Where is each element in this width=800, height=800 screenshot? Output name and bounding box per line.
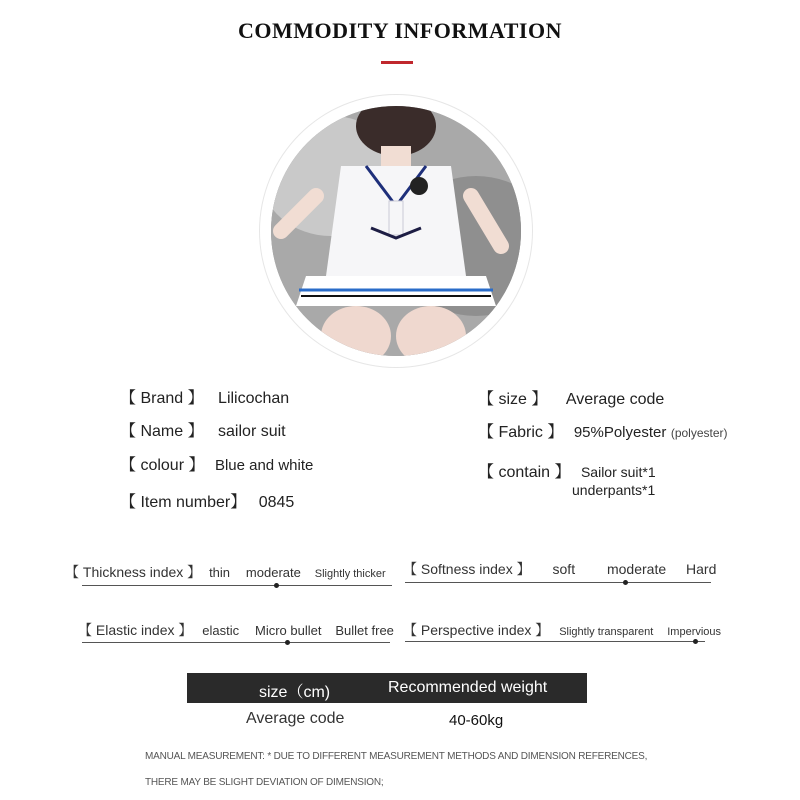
softness-selected-dot: [623, 580, 628, 585]
product-photo: [271, 106, 521, 356]
spec-name-label: 【 Name 】: [120, 423, 204, 440]
elastic-index-label: 【 Elastic index 】: [78, 622, 193, 638]
thickness-option-moderate: moderate: [245, 565, 301, 580]
spec-brand: [120, 385, 289, 408]
spec-brand-value: Lilicochan: [218, 390, 290, 407]
softness-option-moderate: moderate: [606, 561, 667, 577]
thickness-index: [65, 562, 386, 582]
spec-contain-line1: Sailor suit*1: [580, 464, 656, 480]
spec-colour-value: Blue and white: [214, 457, 314, 474]
size-table-cell-size: Average code: [246, 710, 345, 727]
thickness-selected-dot: [274, 583, 279, 588]
thickness-index-label: 【 Thickness index 】: [65, 564, 202, 580]
spec-name: [120, 418, 286, 441]
perspective-selected-dot: [693, 639, 698, 644]
spec-fabric-label: 【 Fabric 】: [478, 424, 564, 441]
softness-option-soft: soft: [552, 561, 576, 577]
size-table-header-weight: Recommended weight: [388, 679, 548, 696]
spec-contain: [478, 459, 656, 482]
softness-index: [403, 559, 716, 579]
spec-brand-label: 【 Brand 】: [120, 390, 204, 407]
size-table-cell-weight: 40-60kg: [449, 712, 504, 729]
softness-option-hard: Hard: [686, 561, 717, 577]
size-table-row: [187, 709, 587, 733]
spec-fabric-note: (polyester): [670, 426, 728, 440]
size-table-header: [187, 673, 587, 703]
perspective-index: [403, 620, 721, 640]
spec-item-number-value: 0845: [258, 494, 295, 511]
spec-size: [478, 386, 664, 409]
spec-contain-label: 【 contain 】: [478, 464, 571, 481]
spec-item-number-label: 【 Item number】: [120, 494, 247, 511]
elastic-selected-dot: [285, 640, 290, 645]
elastic-scale-line: [82, 642, 390, 643]
softness-index-label: 【 Softness index 】: [403, 561, 531, 577]
spec-colour: [120, 452, 313, 475]
perspective-option-impervious: Impervious: [667, 626, 722, 638]
perspective-index-label: 【 Perspective index 】: [403, 622, 550, 638]
spec-size-label: 【 size 】: [478, 391, 548, 408]
measurement-note-line1: MANUAL MEASUREMENT: * DUE TO DIFFERENT MEASUREMENT METHODS AND DIMENSION REFERENCES,: [145, 751, 648, 762]
softness-scale-line: [405, 582, 711, 583]
measurement-note-line2: THERE MAY BE SLIGHT DEVIATION OF DIMENSION;: [145, 777, 384, 788]
elastic-option-free: Bullet free: [335, 623, 394, 638]
title-underline: [381, 61, 413, 64]
spec-name-value: sailor suit: [218, 423, 286, 440]
thickness-option-thicker: Slightly thicker: [314, 568, 386, 580]
thickness-scale-line: [82, 585, 392, 586]
elastic-option-elastic: elastic: [202, 623, 240, 638]
spec-fabric-value: 95%Polyester: [573, 424, 667, 441]
spec-fabric: [478, 419, 728, 442]
spec-colour-label: 【 colour 】: [120, 457, 205, 474]
perspective-option-transparent: Slightly transparent: [559, 626, 654, 638]
thickness-option-thin: thin: [209, 565, 231, 580]
spec-size-value: Average code: [565, 391, 665, 408]
elastic-index: [78, 620, 394, 640]
page-title: COMMODITY INFORMATION: [238, 18, 562, 43]
size-table-header-size: size（cm): [259, 684, 331, 701]
spec-item-number: [120, 489, 294, 512]
elastic-option-micro: Micro bullet: [255, 623, 322, 638]
perspective-scale-line: [405, 641, 705, 642]
product-illustration: [271, 106, 521, 356]
spec-contain-line2: underpants*1: [572, 482, 656, 498]
